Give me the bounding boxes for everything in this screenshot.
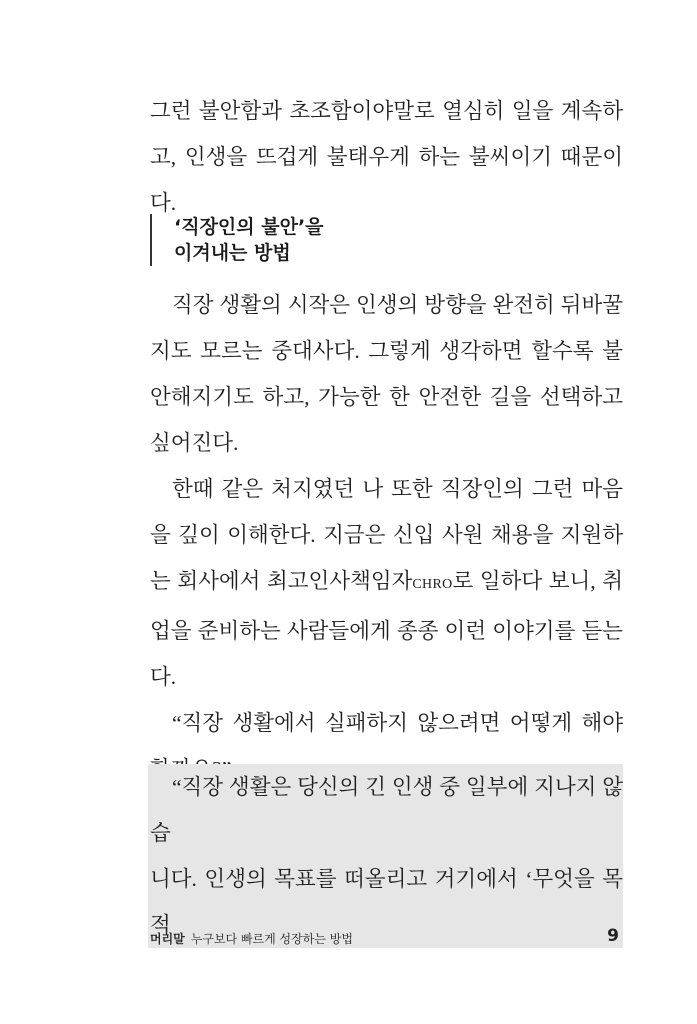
paragraph-2: [150, 466, 623, 700]
paragraph-1: 직장 생활의 시작은 인생의 방향을 완전히 뒤바꿀지도 모르는 중대사다. 그렇게 생각하면 할수록 불안해지기도 하고, 가능한 한 안전한 길을 선택하고 싶어진다.: [150, 293, 623, 455]
section-heading: [150, 214, 324, 266]
chro-abbreviation: CHRO: [412, 577, 453, 592]
page-footer: [150, 926, 623, 950]
highlighted-quote: [150, 764, 623, 948]
paragraph-3-quote: “직장 생활에서 실패하지 않으려면 어떻게 해야: [172, 711, 623, 735]
highlight-line-2: 니다. 인생의 목표를 떠올리고 거기에서 ‘무엇을 목적: [148, 856, 623, 948]
page-number: 9: [607, 926, 619, 946]
running-footer: [150, 930, 353, 947]
highlight-line-1: “직장 생활은 당신의 긴 인생 중 일부에 지나지 않습: [148, 764, 623, 856]
paragraph-2-part-b: 로 일하다 보니, 취업을 준비하는 사람들에게 종종 이런 이야기를 듣는다.: [150, 569, 623, 689]
heading-line-2: 이겨내는 방법: [174, 242, 291, 264]
heading-line-1: ‘직장인의 불안’을: [174, 216, 324, 238]
paragraph-2-part-a: 한때 같은 처지였던 나 또한 직장인의 그런 마음을 깊이 이해한다. 지금은 신입 사원 채용을 지원하는 회사에서 최고인사책임자: [150, 477, 623, 593]
intro-paragraph: 그런 불안함과 초조함이야말로 열심히 일을 계속하고, 인생을 뜨겁게 불태우게 하는 불씨이기 때문이다.: [150, 99, 623, 215]
footer-title: 누구보다 빠르게 성장하는 방법: [190, 932, 353, 946]
footer-section: 머리말: [150, 932, 185, 946]
